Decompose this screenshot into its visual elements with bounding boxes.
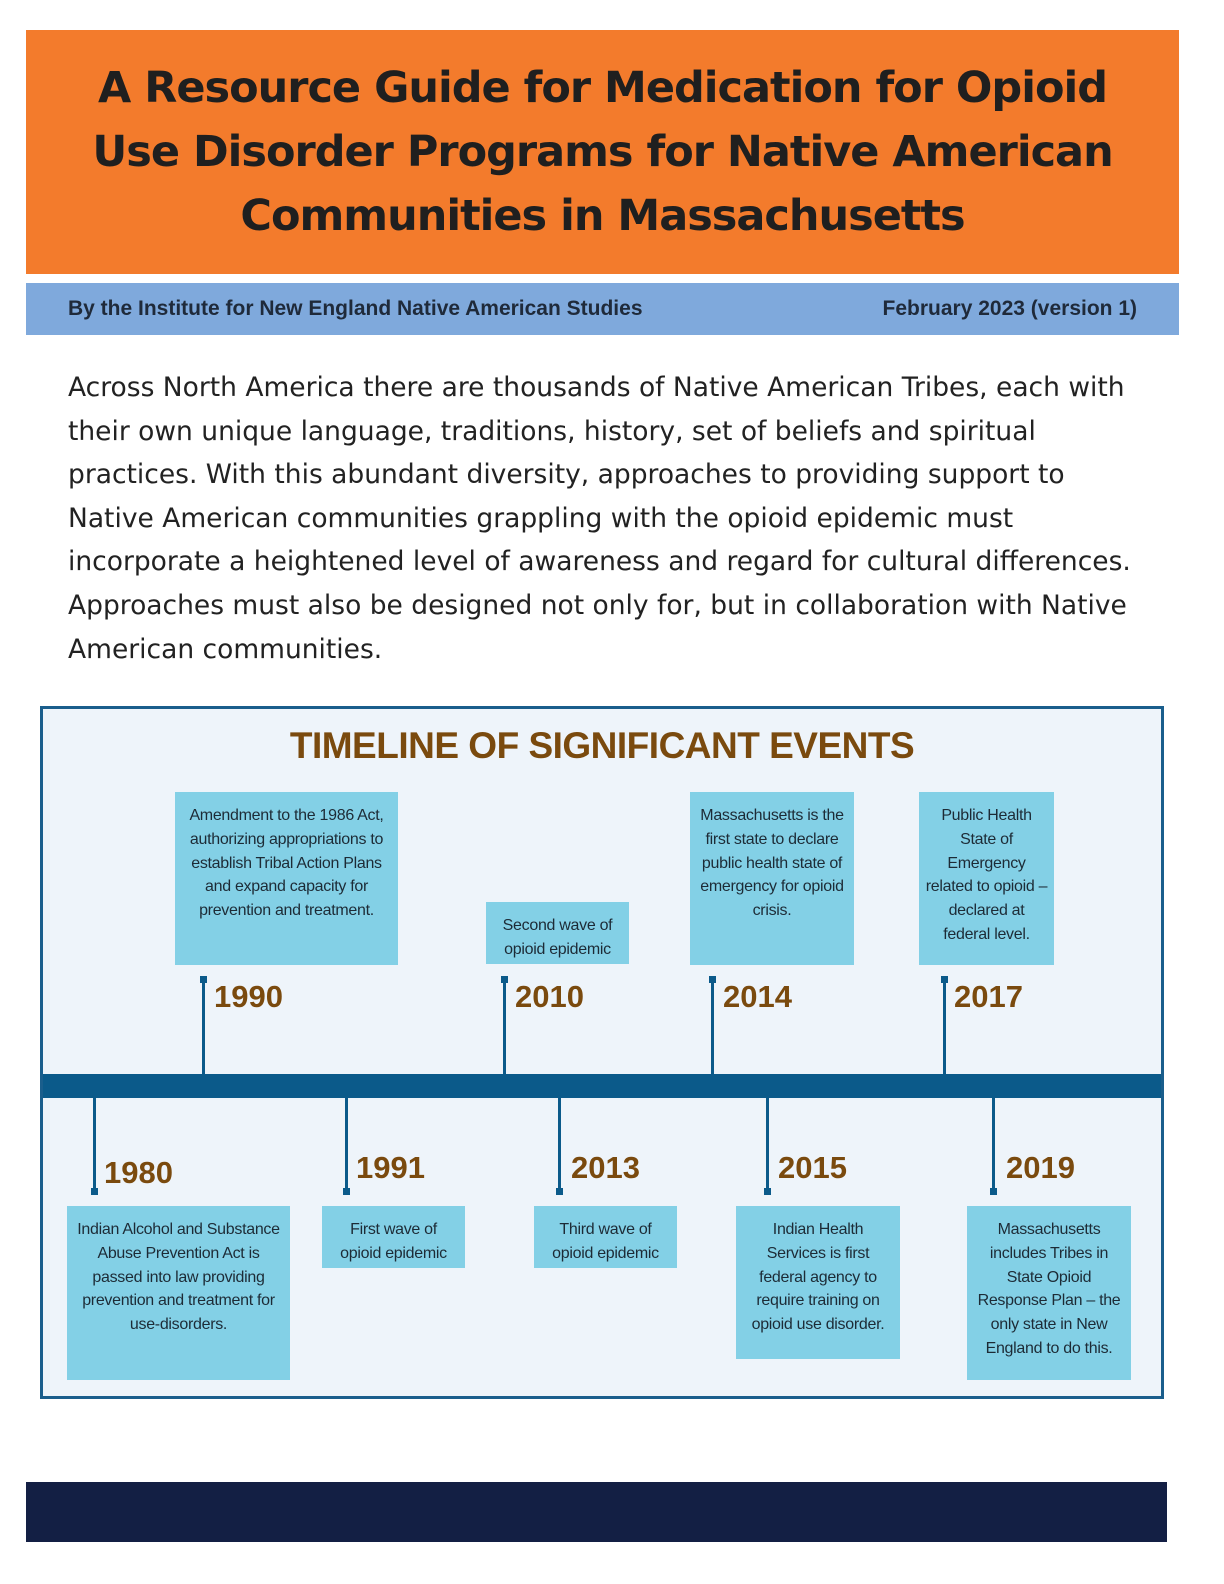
timeline-year-2010: 2010 (515, 979, 584, 1014)
timeline-year-2019: 2019 (1006, 1150, 1075, 1185)
timeline-axis (43, 1074, 1161, 1098)
timeline-year-2017: 2017 (954, 979, 1023, 1014)
timeline-title: TIMELINE OF SIGNIFICANT EVENTS (289, 725, 915, 766)
timeline-event-1990: Amendment to the 1986 Act, authorizing appropriations to establish Tribal Action Plans and expand capacity for prevention and treatment. (175, 792, 398, 965)
timeline-event-1991: First wave of opioid epidemic (322, 1206, 465, 1268)
timeline-stem-1991 (345, 1098, 348, 1193)
document-title: A Resource Guide for Medication for Opioid Use Disorder Programs for Native American Communities in Massachusetts (92, 63, 1113, 241)
timeline-event-2017: Public Health State of Emergency related to opioid –declared at federal level. (919, 792, 1054, 965)
publication-date: February 2023 (version 1) (882, 297, 1137, 320)
timeline-event-1980: Indian Alcohol and Substance Abuse Prevention Act is passed into law providing prevention and treatment for use-disorders. (67, 1206, 290, 1380)
timeline-stem-2010 (503, 978, 506, 1074)
timeline-year-1991: 1991 (356, 1150, 425, 1185)
timeline-panel (40, 706, 1164, 1399)
title-banner (26, 30, 1179, 274)
footer-bar (26, 1482, 1167, 1542)
timeline-stem-2017 (943, 978, 946, 1074)
timeline-year-1990: 1990 (214, 979, 283, 1014)
timeline-event-2010: Second wave of opioid epidemic (486, 902, 629, 964)
timeline-event-2015: Indian Health Services is first federal agency to require training on opioid use disorder. (736, 1206, 900, 1359)
timeline-stem-2019 (992, 1098, 995, 1193)
timeline-stem-2015 (766, 1098, 769, 1193)
timeline-year-2015: 2015 (778, 1150, 847, 1185)
timeline-year-1980: 1980 (104, 1155, 173, 1190)
timeline-event-2019: Massachusetts includes Tribes in State Opioid Response Plan – the only state in New England to do this. (967, 1206, 1131, 1380)
author-byline: By the Institute for New England Native American Studies (68, 297, 643, 320)
timeline-stem-2013 (558, 1098, 561, 1193)
timeline-year-2014: 2014 (723, 979, 792, 1014)
timeline-stem-2014 (711, 978, 714, 1074)
intro-paragraph: Across North America there are thousands of Native American Tribes, each with their own unique language, traditions, history, set of beliefs and spiritual practices. With this abundant diversity, approaches to providing support to Native American communities grappling with the opioid epidemic must incorporate a heightened level of awareness and regard for cultural differences. Approaches must also be designed not only for, but in collaboration with Native American communities. (68, 372, 1131, 665)
timeline-event-2013: Third wave of opioid epidemic (534, 1206, 677, 1268)
byline-bar (26, 283, 1179, 335)
timeline-stem-1980 (93, 1098, 96, 1193)
timeline-event-2014: Massachusetts is the first state to declare public health state of emergency for opioid crisis. (690, 792, 854, 965)
timeline-stem-1990 (202, 978, 205, 1074)
timeline-year-2013: 2013 (571, 1150, 640, 1185)
